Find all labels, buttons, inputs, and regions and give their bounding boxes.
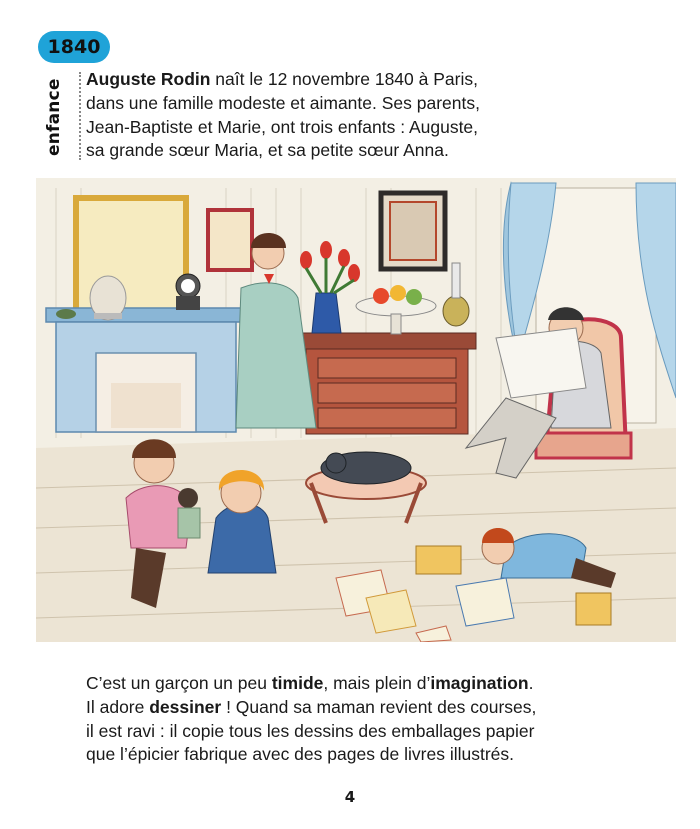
year-badge: 1840: [38, 31, 110, 63]
body-line-2a: Il adore: [86, 696, 150, 717]
intro-paragraph: [86, 68, 676, 163]
body-line-1a: C’est un garçon un peu: [86, 673, 272, 693]
chapter-side-label: enfance: [44, 78, 64, 156]
family-living-room-illustration: [36, 178, 676, 642]
body-line-1c: , mais plein d’: [323, 673, 431, 693]
body-line-4: que l’épicier fabrique avec des pages de livres illustrés.: [86, 744, 515, 765]
intro-line-2: dans une famille modeste et aimante. Ses parents,: [86, 92, 480, 113]
intro-line-3: Jean-Baptiste et Marie, ont trois enfants : Auguste,: [86, 116, 479, 137]
intro-name: Auguste Rodin: [86, 69, 211, 89]
intro-line-1: naît le 12 novembre 1840 à Paris,: [210, 69, 478, 89]
body-line-1e: .: [528, 673, 534, 693]
word-dessiner: dessiner: [149, 696, 222, 717]
body-line-2c: ! Quand sa maman revient des courses,: [221, 696, 537, 717]
word-imagination: imagination: [430, 673, 529, 693]
body-line-3: il est ravi : il copie tous les dessins des emballages papier: [86, 720, 535, 741]
intro-line-4: sa grande sœur Maria, et sa petite sœur Anna.: [86, 140, 449, 161]
word-timide: timide: [271, 673, 324, 693]
side-divider: [79, 72, 81, 160]
body-paragraph: [86, 672, 676, 767]
page-number: 4: [344, 788, 356, 806]
